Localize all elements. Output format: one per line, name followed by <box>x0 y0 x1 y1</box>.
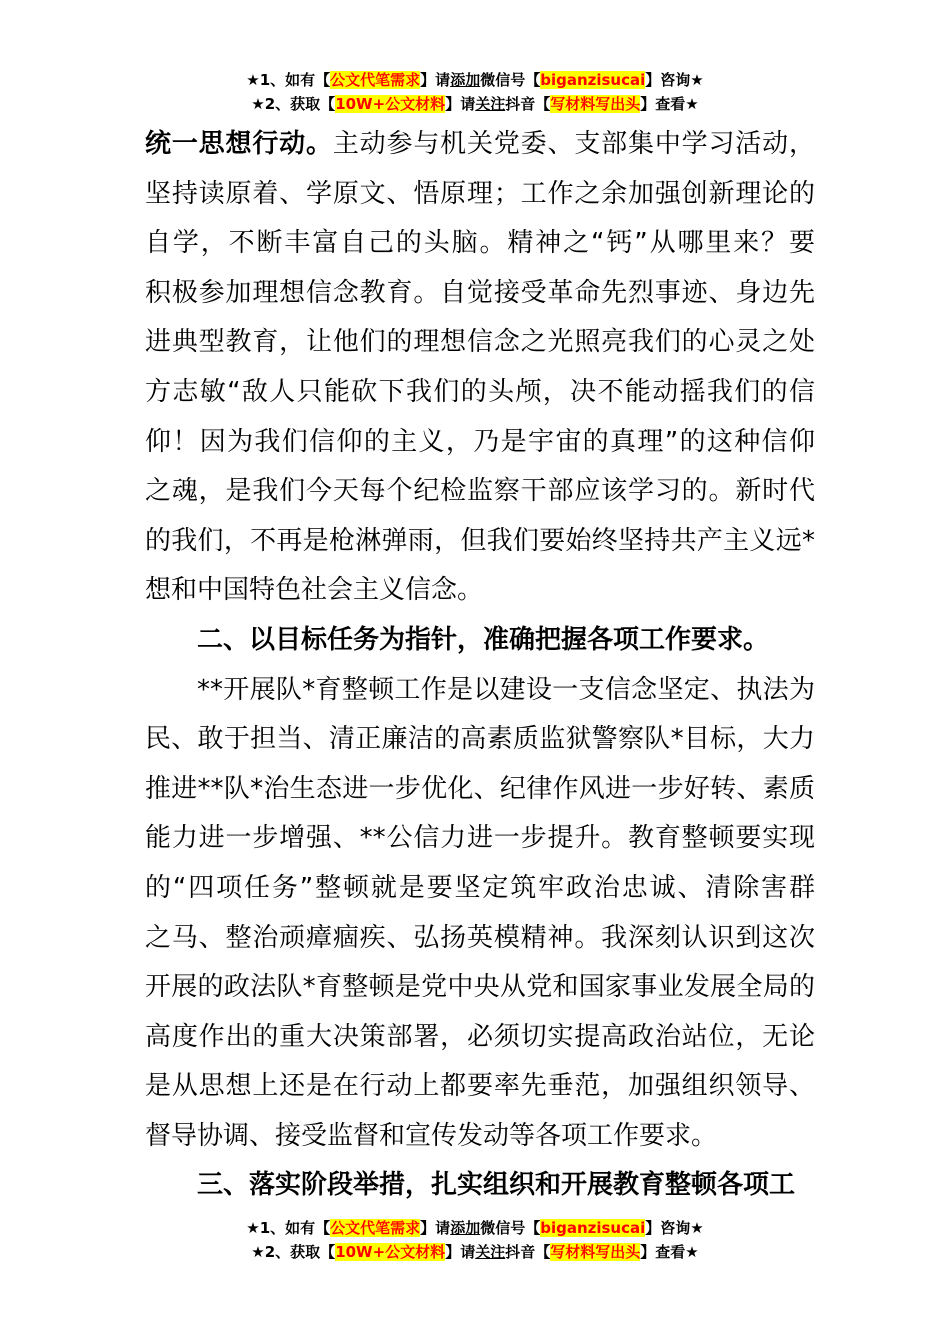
banner-text: 微信号【 <box>480 71 541 89</box>
banner-line-2 <box>0 92 950 116</box>
text-line: 方志敏“敌人只能砍下我们的头颅，决不能动摇我们的信 <box>145 376 815 407</box>
text-line: 民、敢于担当、清正廉洁的高素质监狱警察队*目标，大力 <box>145 724 815 755</box>
text-line: 进典型教育，让他们的理想信念之光照亮我们的心灵之处 <box>145 327 815 358</box>
paragraph-1 <box>145 120 815 616</box>
banner-underline: 关注 <box>475 95 506 113</box>
text-line: 积极参加理想信念教育。自觉接受革命先烈事迹、身边先 <box>145 277 815 308</box>
header-banner <box>0 68 950 116</box>
banner-text: 】咨询★ <box>645 71 704 89</box>
text-line: 开展的政法队*育整顿是党中央从党和国家事业发展全局的 <box>145 972 815 1003</box>
text-line: 自学，不断丰富自己的头脑。精神之“钙”从哪里来？要 <box>145 228 815 259</box>
text-span: 主动参与机关党委、支部集中学习活动， <box>332 129 815 159</box>
banner-text: 】请 <box>420 1219 451 1237</box>
text-line: **开展队*育整顿工作是以建设一支信念坚定、执法为 <box>197 674 815 705</box>
banner-text: ★1、如有【 <box>246 1219 331 1237</box>
text-line: 想和中国特色社会主义信念。 <box>145 575 484 606</box>
text-line <box>145 120 815 170</box>
banner-line-2 <box>0 1240 950 1264</box>
banner-highlight: 写材料写出头 <box>550 1243 641 1261</box>
text-line: 高度作出的重大决策部署，必须切实提高政治站位，无论 <box>145 1021 815 1052</box>
section-heading-2: 二、以目标任务为指针，准确把握各项工作要求。 <box>197 624 770 655</box>
text-line: 的我们，不再是枪淋弹雨，但我们要始终坚持共产主义远* <box>145 525 815 556</box>
banner-text: 】查看★ <box>640 1243 699 1261</box>
bold-lead: 统一思想行动。 <box>145 129 333 159</box>
banner-underline: 关注 <box>475 1243 506 1261</box>
paragraph-2 <box>145 666 815 1162</box>
banner-text: ★2、获取【 <box>251 95 336 113</box>
banner-line-1 <box>0 68 950 92</box>
text-line: 推进**队*治生态进一步优化、纪律作风进一步好转、素质 <box>145 773 815 804</box>
text-line: 的“四项任务”整顿就是要坚定筑牢政治忠诚、清除害群 <box>145 872 815 903</box>
text-line: 督导协调、接受监督和宣传发动等各项工作要求。 <box>145 1120 718 1151</box>
banner-text: 】请 <box>445 95 476 113</box>
banner-highlight: 10W+公文材料 <box>335 95 446 113</box>
banner-text: 抖音【 <box>505 95 551 113</box>
banner-text: 】查看★ <box>640 95 699 113</box>
banner-underline: 添加 <box>450 71 481 89</box>
banner-text: ★2、获取【 <box>251 1243 336 1261</box>
banner-text: 】请 <box>420 71 451 89</box>
banner-highlight: 公文代笔需求 <box>330 1219 421 1237</box>
text-line: 之马、整治顽瘴痼疾、弘扬英模精神。我深刻认识到这次 <box>145 922 815 953</box>
banner-line-1 <box>0 1216 950 1240</box>
banner-highlight: 10W+公文材料 <box>335 1243 446 1261</box>
banner-underline: 添加 <box>450 1219 481 1237</box>
banner-highlight: biganzisucai <box>540 71 646 89</box>
banner-text: 】咨询★ <box>645 1219 704 1237</box>
banner-text: 微信号【 <box>480 1219 541 1237</box>
banner-text: ★1、如有【 <box>246 71 331 89</box>
banner-highlight: biganzisucai <box>540 1219 646 1237</box>
banner-highlight: 写材料写出头 <box>550 95 641 113</box>
section-heading-3: 三、落实阶段举措，扎实组织和开展教育整顿各项工 <box>197 1170 796 1201</box>
banner-text: 】请 <box>445 1243 476 1261</box>
text-line: 能力进一步增强、**公信力进一步提升。教育整顿要实现 <box>145 823 815 854</box>
text-line: 之魂，是我们今天每个纪检监察干部应该学习的。新时代 <box>145 476 815 507</box>
footer-banner <box>0 1216 950 1264</box>
text-line: 坚持读原着、学原文、悟原理；工作之余加强创新理论的 <box>145 178 815 209</box>
text-line: 是从思想上还是在行动上都要率先垂范，加强组织领导、 <box>145 1071 815 1102</box>
text-line: 仰！因为我们信仰的主义，乃是宇宙的真理”的这种信仰 <box>145 426 815 457</box>
document-body <box>145 120 815 1211</box>
banner-highlight: 公文代笔需求 <box>330 71 421 89</box>
banner-text: 抖音【 <box>505 1243 551 1261</box>
